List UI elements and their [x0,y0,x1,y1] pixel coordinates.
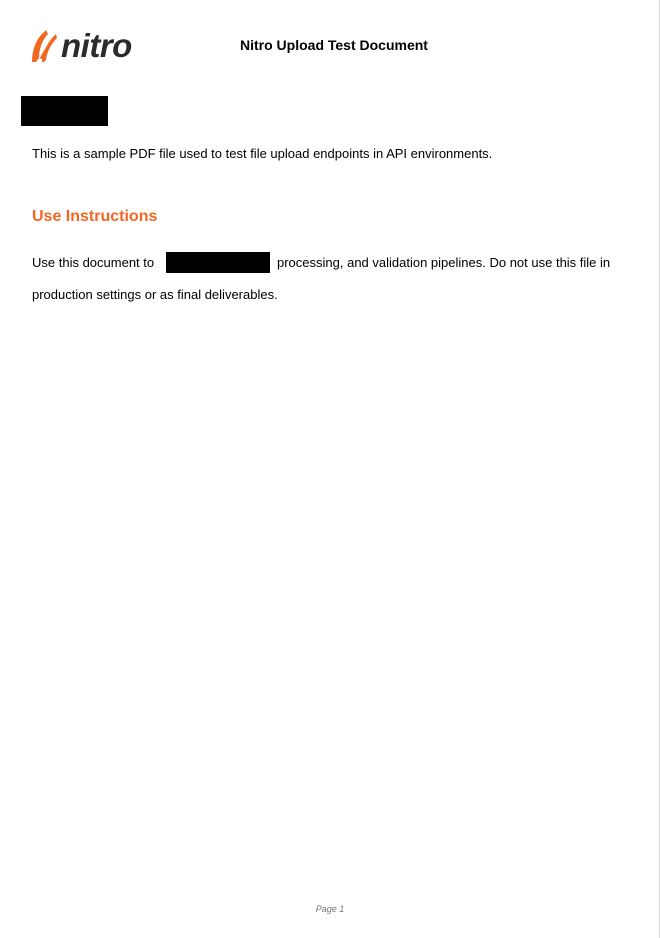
paragraph-line-2: production settings or as final deliverables. [32,287,278,302]
paragraph-line-start: Use this document to [32,255,155,270]
document-title: Nitro Upload Test Document [240,37,428,53]
redaction-block [21,96,108,126]
section-heading: Use Instructions [32,208,158,225]
nitro-logo-icon [30,28,58,64]
page-number: Page 1 [315,904,345,914]
inline-redaction [166,252,270,273]
paragraph-line-end: processing, and validation pipelines. Do not use this file in [277,255,611,270]
logo-wordmark: nitro [61,27,132,64]
nitro-logo [30,27,132,65]
intro-paragraph: This is a sample PDF file used to test file upload endpoints in API environments. [32,146,493,161]
